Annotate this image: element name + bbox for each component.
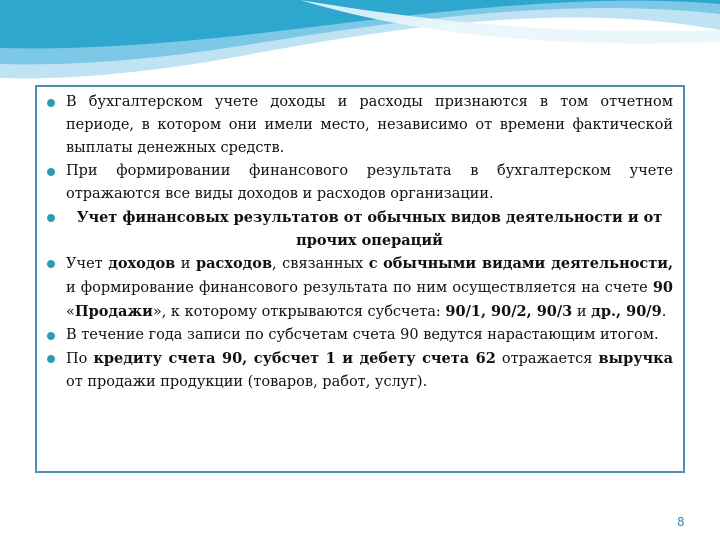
bullet-item-5 bbox=[45, 324, 673, 347]
bullet-text-segment: кредиту счета 90, субсчет 1 и дебету счета 62 bbox=[93, 350, 496, 367]
bullet-item-3 bbox=[45, 206, 673, 252]
bullet-icon bbox=[47, 99, 55, 107]
bullet-icon bbox=[47, 214, 55, 222]
bullet-item-6 bbox=[45, 347, 673, 394]
bullet-text-segment: обычными видами деятельности, bbox=[383, 255, 673, 272]
bullet-text-segment: и формирование финансового результата по ним осуществляется на счете bbox=[66, 280, 653, 296]
bullet-text-segment: 90 bbox=[652, 279, 673, 296]
bullet-text-segment: , связанных bbox=[272, 256, 369, 272]
bullet-text: В бухгалтерском учете доходы и расходы признаются в том отчетном периоде, в котором они имели место, независимо от времени фактической выплаты денежных средств. bbox=[66, 94, 673, 156]
bullet-icon bbox=[47, 332, 55, 340]
bullet-item-4 bbox=[45, 252, 673, 324]
bullet-text-segment: », к которому открываются субсчета: bbox=[152, 304, 446, 320]
bullet-text-segment: расходов bbox=[195, 255, 273, 272]
bullet-text-segment: « bbox=[66, 304, 75, 320]
bullet-list bbox=[45, 91, 673, 394]
bullet-text: При формировании финансового результата в бухгалтерском учете отражаются все виды доходов и расходов организации. bbox=[66, 163, 673, 202]
bullet-text-segment: отражается bbox=[495, 351, 599, 367]
bullet-text-segment: . bbox=[661, 304, 667, 320]
bullet-icon bbox=[47, 260, 55, 268]
bullet-text-segment: Продажи bbox=[74, 303, 153, 320]
bullet-text-segment: По bbox=[66, 351, 94, 367]
bullet-text-segment: от продажи продукции (товаров, работ, услуг). bbox=[66, 374, 428, 390]
bullet-text: Учет финансовых результатов от обычных видов деятельности и от прочих операций bbox=[76, 209, 663, 249]
bullet-text-segment: с bbox=[368, 255, 378, 272]
bullet-text-segment: и bbox=[572, 304, 592, 320]
bullet-text-segment: доходов bbox=[108, 255, 176, 272]
bullet-text-segment: др., 90/9 bbox=[591, 303, 662, 320]
bullet-item-1 bbox=[45, 91, 673, 160]
content-box bbox=[35, 85, 685, 473]
bullet-text-segment: 90/1, 90/2, 90/3 bbox=[445, 303, 573, 320]
bullet-text-segment: выручка bbox=[598, 350, 673, 367]
page-number: 8 bbox=[677, 515, 685, 529]
bullet-text-segment: и bbox=[175, 256, 196, 272]
bullet-icon bbox=[47, 355, 55, 363]
bullet-text-segment: Учет bbox=[66, 256, 109, 272]
bullet-item-2 bbox=[45, 160, 673, 206]
bullet-icon bbox=[47, 168, 55, 176]
bullet-text: В течение года записи по субсчетам счета 90 ведутся нарастающим итогом. bbox=[66, 327, 659, 343]
